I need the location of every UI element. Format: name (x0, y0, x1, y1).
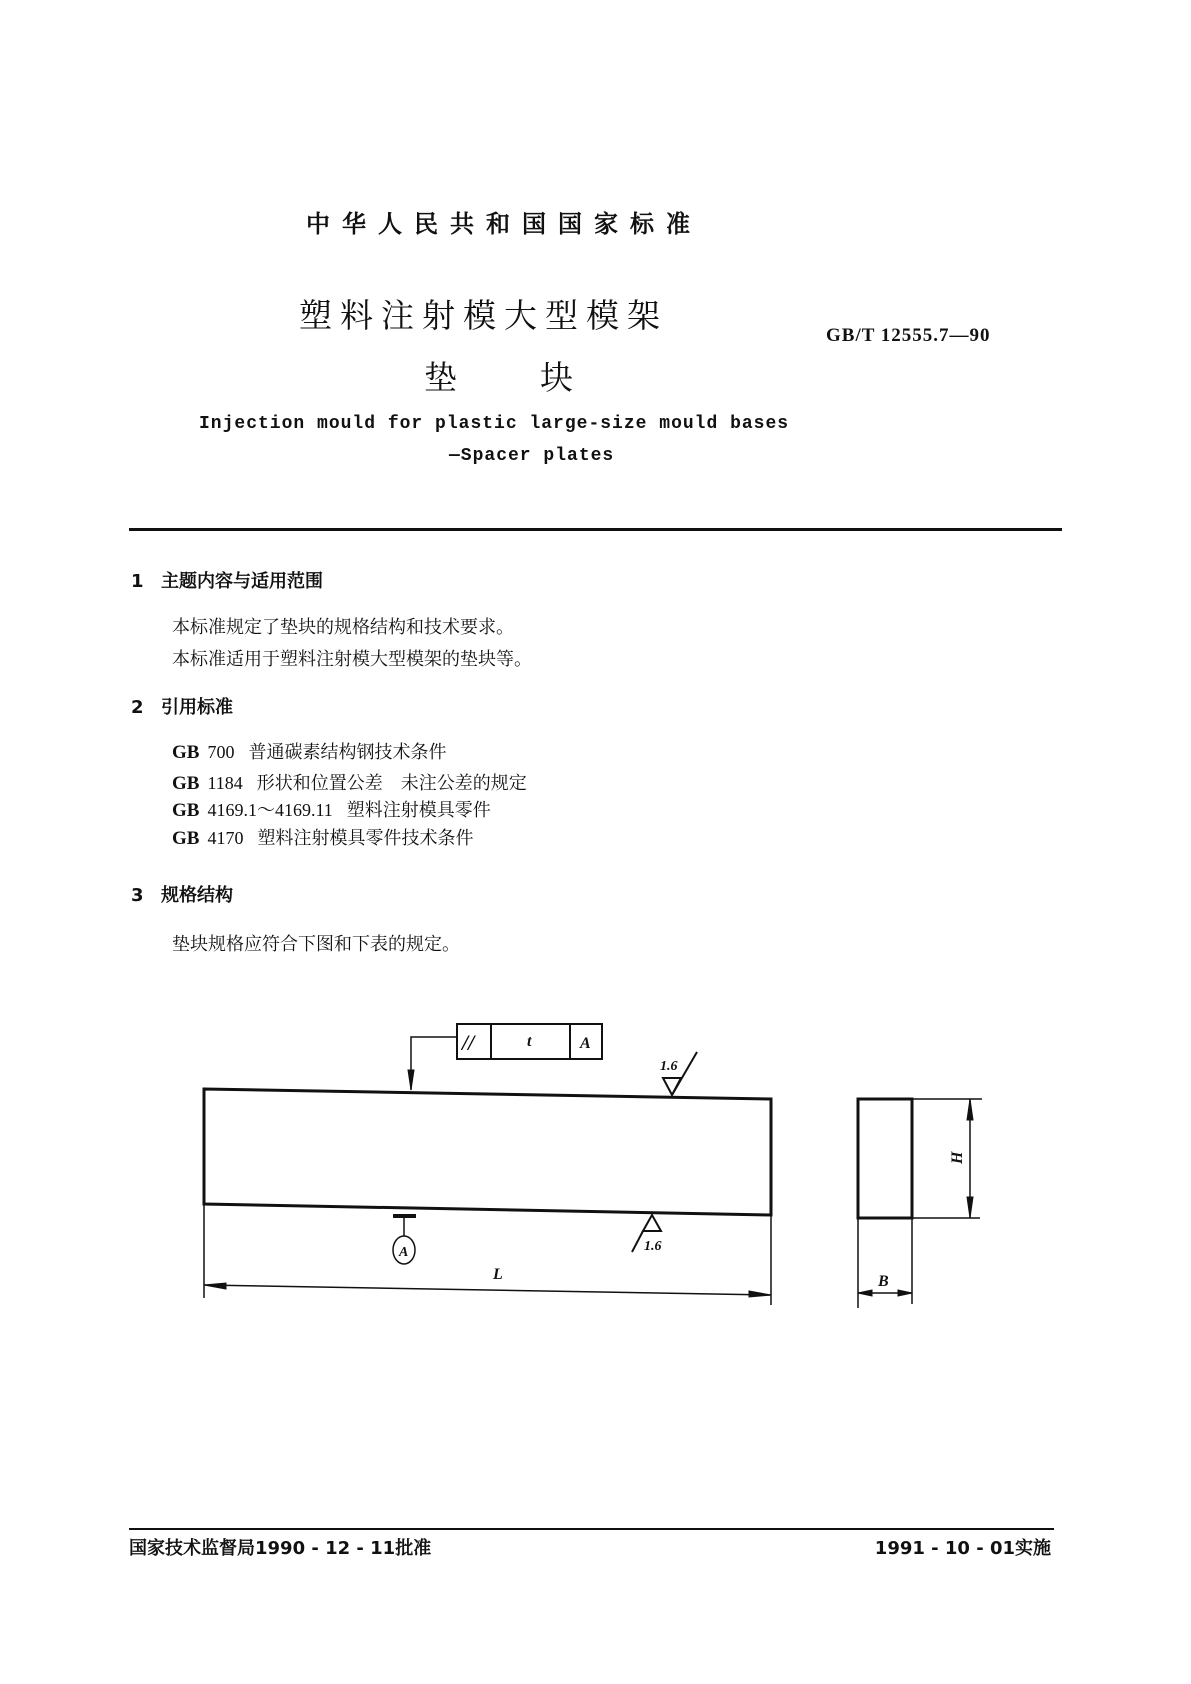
reference-prefix: GB (172, 828, 200, 849)
reference-title: 普通碳素结构钢技术条件 (248, 742, 447, 763)
tolerance-value: t (527, 1033, 532, 1050)
reference-prefix: GB (172, 773, 200, 794)
width-dimension-label: B (878, 1273, 889, 1290)
section-number: 1 (131, 571, 144, 592)
section-number: 2 (131, 697, 144, 718)
reference-code: 700 (207, 742, 235, 762)
roughness-top-value: 1.6 (660, 1059, 678, 1074)
english-title: Injection mould for plastic large-size mould bases (199, 414, 790, 434)
paragraph: 本标准适用于塑料注射模大型模架的垫块等。 (172, 649, 532, 670)
feature-control-frame (408, 1024, 602, 1090)
length-dimension-label: L (493, 1266, 503, 1283)
height-dimension-label: H (949, 1151, 966, 1164)
document-subtitle-part2: 块 (540, 358, 581, 397)
datum-reference: A (580, 1035, 591, 1052)
section-number: 3 (131, 885, 144, 906)
national-standard-label: 中华人民共和国国家标准 (306, 210, 702, 238)
reference-title: 塑料注射模具零件技术条件 (257, 828, 474, 849)
effective-date: 1991 - 10 - 01实施 (874, 1538, 1051, 1559)
reference-code: 4169.1～4169.11 (207, 800, 333, 820)
english-subtitle: —Spacer plates (449, 446, 615, 466)
side-view (858, 1099, 982, 1308)
section-title: 主题内容与适用范围 (161, 571, 323, 592)
reference-prefix: GB (172, 800, 200, 821)
document-title: 塑料注射模大型模架 (299, 296, 668, 335)
section-title: 引用标准 (161, 697, 233, 718)
document-subtitle-part1: 垫 (424, 358, 465, 397)
front-view (204, 1052, 771, 1305)
reference-code: 1184 (207, 773, 243, 793)
reference-title: 形状和位置公差 未注公差的规定 (256, 773, 527, 794)
paragraph: 垫块规格应符合下图和下表的规定。 (172, 934, 460, 955)
parallelism-symbol: // (462, 1030, 475, 1055)
paragraph: 本标准规定了垫块的规格结构和技术要求。 (172, 617, 514, 638)
section-title: 规格结构 (161, 885, 233, 906)
reference-prefix: GB (172, 742, 200, 763)
approval-date: 国家技术监督局1990 - 12 - 11批准 (129, 1538, 432, 1559)
datum-label: A (399, 1245, 409, 1260)
standard-number: GB/T 12555.7—90 (826, 325, 991, 346)
footer-divider (129, 1528, 1054, 1530)
roughness-bottom-value: 1.6 (644, 1239, 662, 1254)
reference-code: 4170 (207, 828, 244, 848)
reference-title: 塑料注射模具零件 (346, 800, 491, 821)
